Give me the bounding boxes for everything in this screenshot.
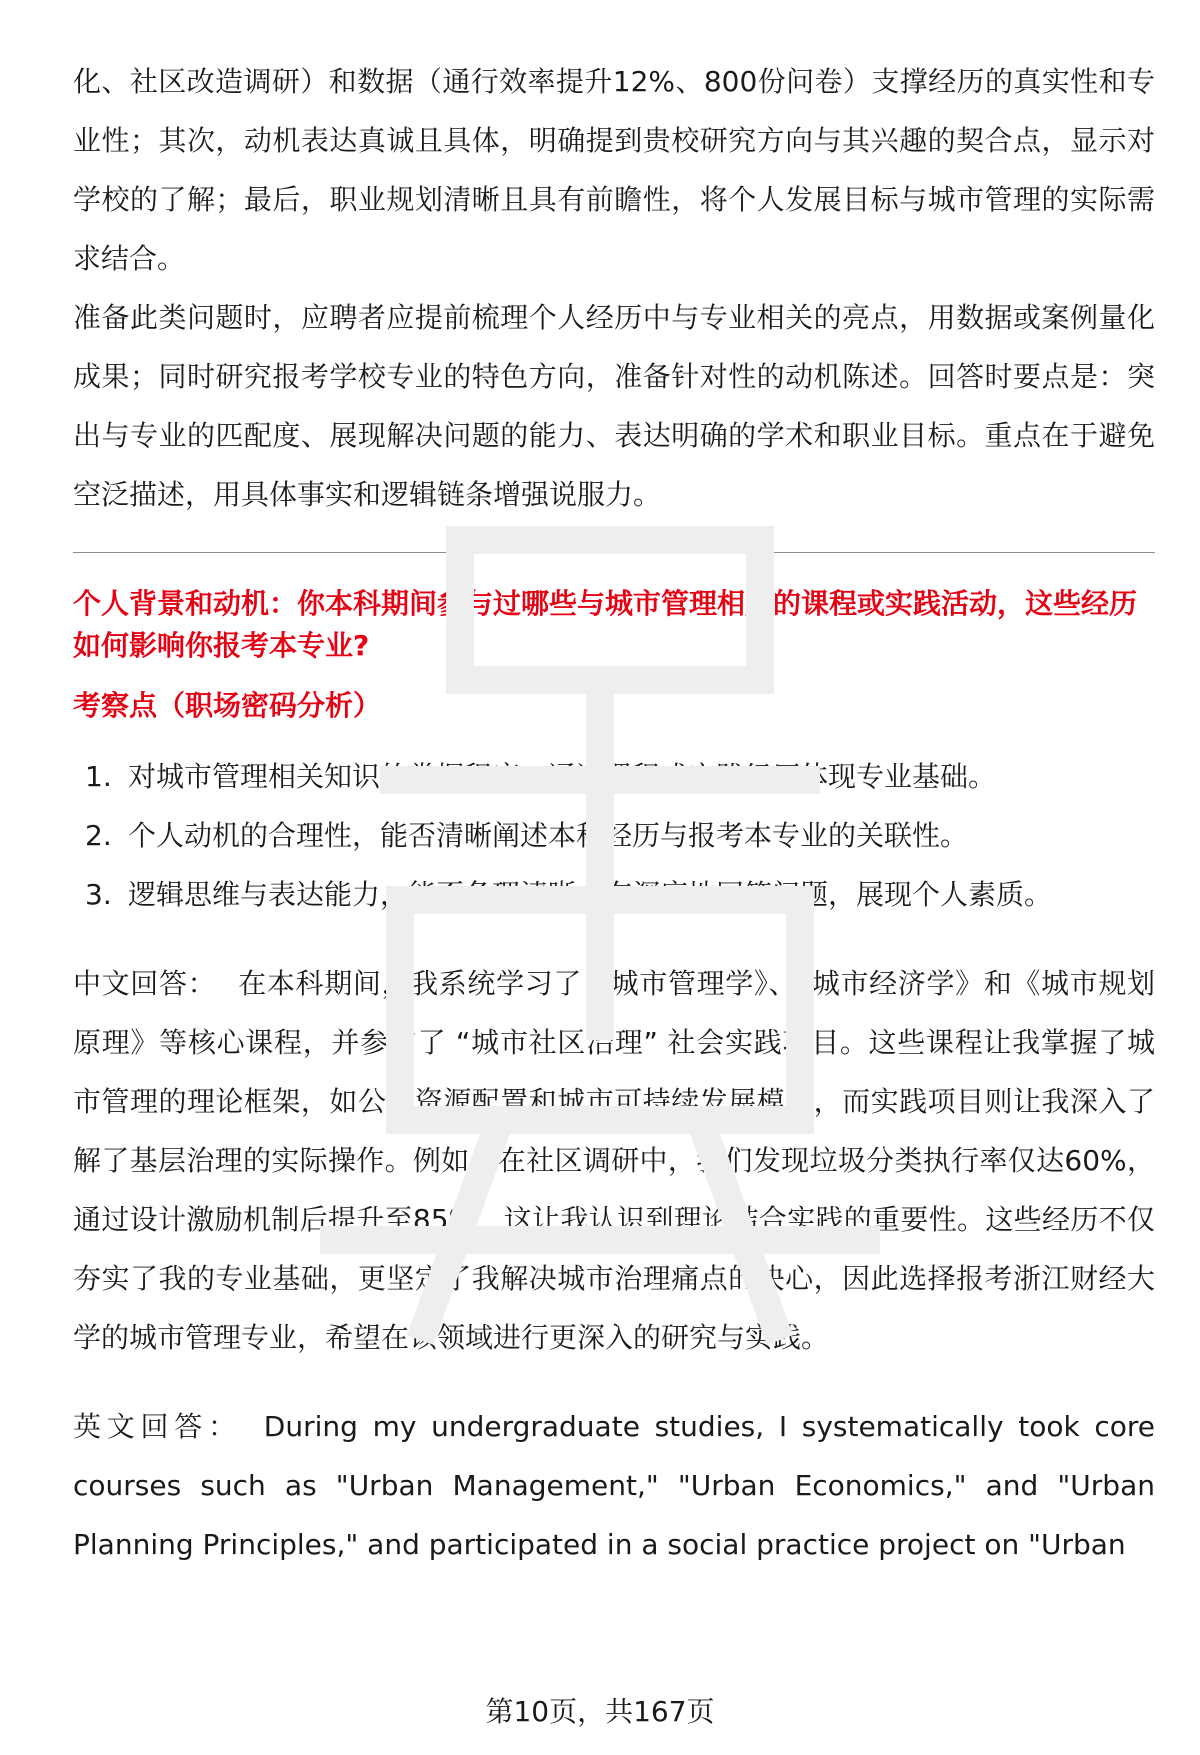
- preparation-paragraph: 准备此类问题时，应聘者应提前梳理个人经历中与专业相关的亮点，用数据或案例量化成果；同时研究报考学校专业的特色方向，准备针对性的动机陈述。回答时要点是：突出与专业的匹配度、展现解决问题的能力、表达明确的学术和职业目标。重点在于避免空泛描述，用具体事实和逻辑链条增强说服力。: [73, 301, 1155, 511]
- english-answer-label: 英文回答：: [73, 1410, 242, 1443]
- chinese-answer-paragraph: [73, 954, 1155, 1367]
- page-indicator: 第10页，共167页: [485, 1695, 715, 1728]
- chinese-answer-text: 在本科期间，我系统学习了《城市管理学》、《城市经济学》和《城市规划原理》等核心课程，并参与了 “城市社区治理” 社会实践项目。这些课程让我掌握了城市管理的理论框架，如公共资源配置和城市可持续发展模型，而实践项目则让我深入了解了基层治理的实际操作。例如，在社区调研中，我们发现垃圾分类执行率仅达60%，通过设计激励机制后提升至85%，这让我认识到理论结合实践的重要性。这些经历不仅夯实了我的专业基础，更坚定了我解决城市治理痛点的决心，因此选择报考浙江财经大学的城市管理专业，希望在该领域进行更深入的研究与实践。: [73, 967, 1155, 1354]
- list-item-text: 个人动机的合理性，能否清晰阐述本科经历与报考本专业的关联性。: [128, 819, 969, 852]
- list-item-number: 3.: [85, 878, 112, 911]
- question-heading: 个人背景和动机：你本科期间参与过哪些与城市管理相关的课程或实践活动，这些经历如何影响你报考本专业?: [73, 587, 1138, 662]
- list-item-text: 逻辑思维与表达能力，能否条理清晰、有深度地回答问题，展现个人素质。: [128, 878, 1053, 911]
- chinese-answer-label: 中文回答：: [73, 967, 217, 1000]
- continued-paragraph: 化、社区改造调研）和数据（通行效率提升12%、800份问卷）支撑经历的真实性和专业性；其次，动机表达真诚且具体，明确提到贵校研究方向与其兴趣的契合点，显示对学校的了解；最后，职业规划清晰且具有前瞻性，将个人发展目标与城市管理的实际需求结合。: [73, 65, 1155, 275]
- list-item-text: 对城市管理相关知识的掌握程度，通过课程或实践经历体现专业基础。: [128, 760, 997, 793]
- english-answer-paragraph: [73, 1397, 1155, 1574]
- list-item-number: 2.: [85, 819, 112, 852]
- analysis-subheading: 考察点（职场密码分析）: [73, 689, 382, 722]
- english-answer-text: During my undergraduate studies, I systematically took core courses such as "Urban Management," "Urban Economics," and "Urban Planning Principles," and participated in a social practice project on "Urban: [73, 1410, 1155, 1561]
- analysis-points-list: [73, 747, 1155, 924]
- document-page: [73, 52, 1155, 1574]
- list-item: [73, 806, 1155, 865]
- list-item: [73, 747, 1155, 806]
- list-item-number: 1.: [85, 760, 112, 793]
- list-item: [73, 865, 1155, 924]
- section-divider: [73, 552, 1155, 553]
